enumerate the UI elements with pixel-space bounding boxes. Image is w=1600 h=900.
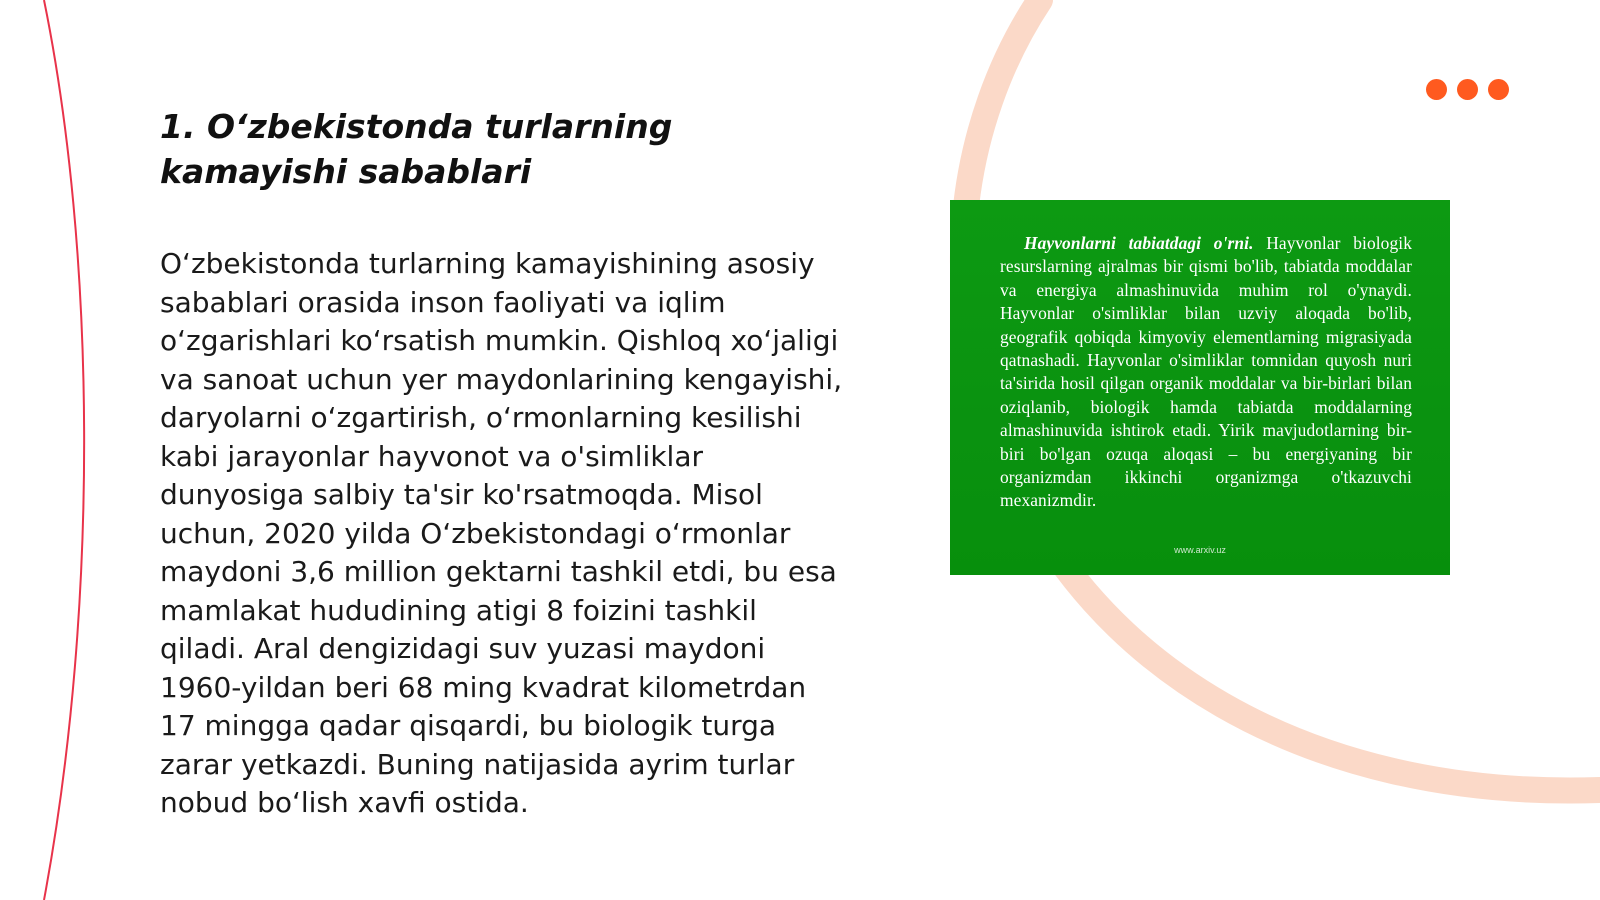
dot-icon: [1457, 79, 1478, 100]
slide-body-text: O‘zbekistonda turlarning kamayishining asosiy sabablari orasida inson faoliyati va iqlim o‘zgarishlari ko‘rsatish mumkin. Qishloq xo‘jaligi va sanoat uchun yer maydonlarining kengayishi, daryolarni o‘zgartirish, o‘rmonlarning kesilishi kabi jarayonlar hayvonot va o'simliklar dunyosiga salbiy ta'sir ko'rsatmoqda. Misol uchun, 2020 yilda O‘zbekistondagi o‘rmonlar maydoni 3,6 million gektarni tashkil etdi, bu esa mamlakat hududining atigi 8 foizini tashkil qiladi. Aral dengizidagi suv yuzasi maydoni 1960-yildan beri 68 ming kvadrat kilometrdan 17 mingga qadar qisqardi, bu biologik turga zarar yetkazdi. Buning natijasida ayrim turlar nobud bo‘lish xavfi ostida.: [160, 247, 843, 819]
card-paragraph: [1000, 232, 1412, 513]
dot-icon: [1426, 79, 1447, 100]
card-footer: www.arxiv.uz: [1174, 545, 1226, 555]
text-image-card: [950, 200, 1450, 575]
decorative-line: [0, 0, 120, 900]
slide-title: 1. O‘zbekistonda turlarning kamayishi sabablari: [160, 107, 673, 191]
dots-decoration: [1426, 79, 1509, 100]
card-lead: Hayvonlarni tabiatdagi o'rni.: [1024, 233, 1254, 253]
dot-icon: [1488, 79, 1509, 100]
card-text: Hayvonlar biologik resurslarning ajralmas bir qismi bo'lib, tabiatda moddalar va energiya almashinuvida muhim rol o'ynaydi. Hayvonlar o'simliklar bilan uzviy aloqada bo'lib, geografik qobiqda kimyoviy elementlarning migrasiyada qatnashadi. Hayvonlar o'simliklar tomnidan quyosh nuri ta'sirida hosil qilgan organik moddalar va bir-birlari bilan oziqlanib, biologik hamda tabiatda moddalarning almashinuvida ishtirok etadi. Yirik mavjudotlarning bir-biri bo'lgan ozuqa aloqasi – bu energiyaning bir organizmdan ikkinchi organizmga o'tkazuvchi mexanizmdir.: [1000, 233, 1412, 511]
